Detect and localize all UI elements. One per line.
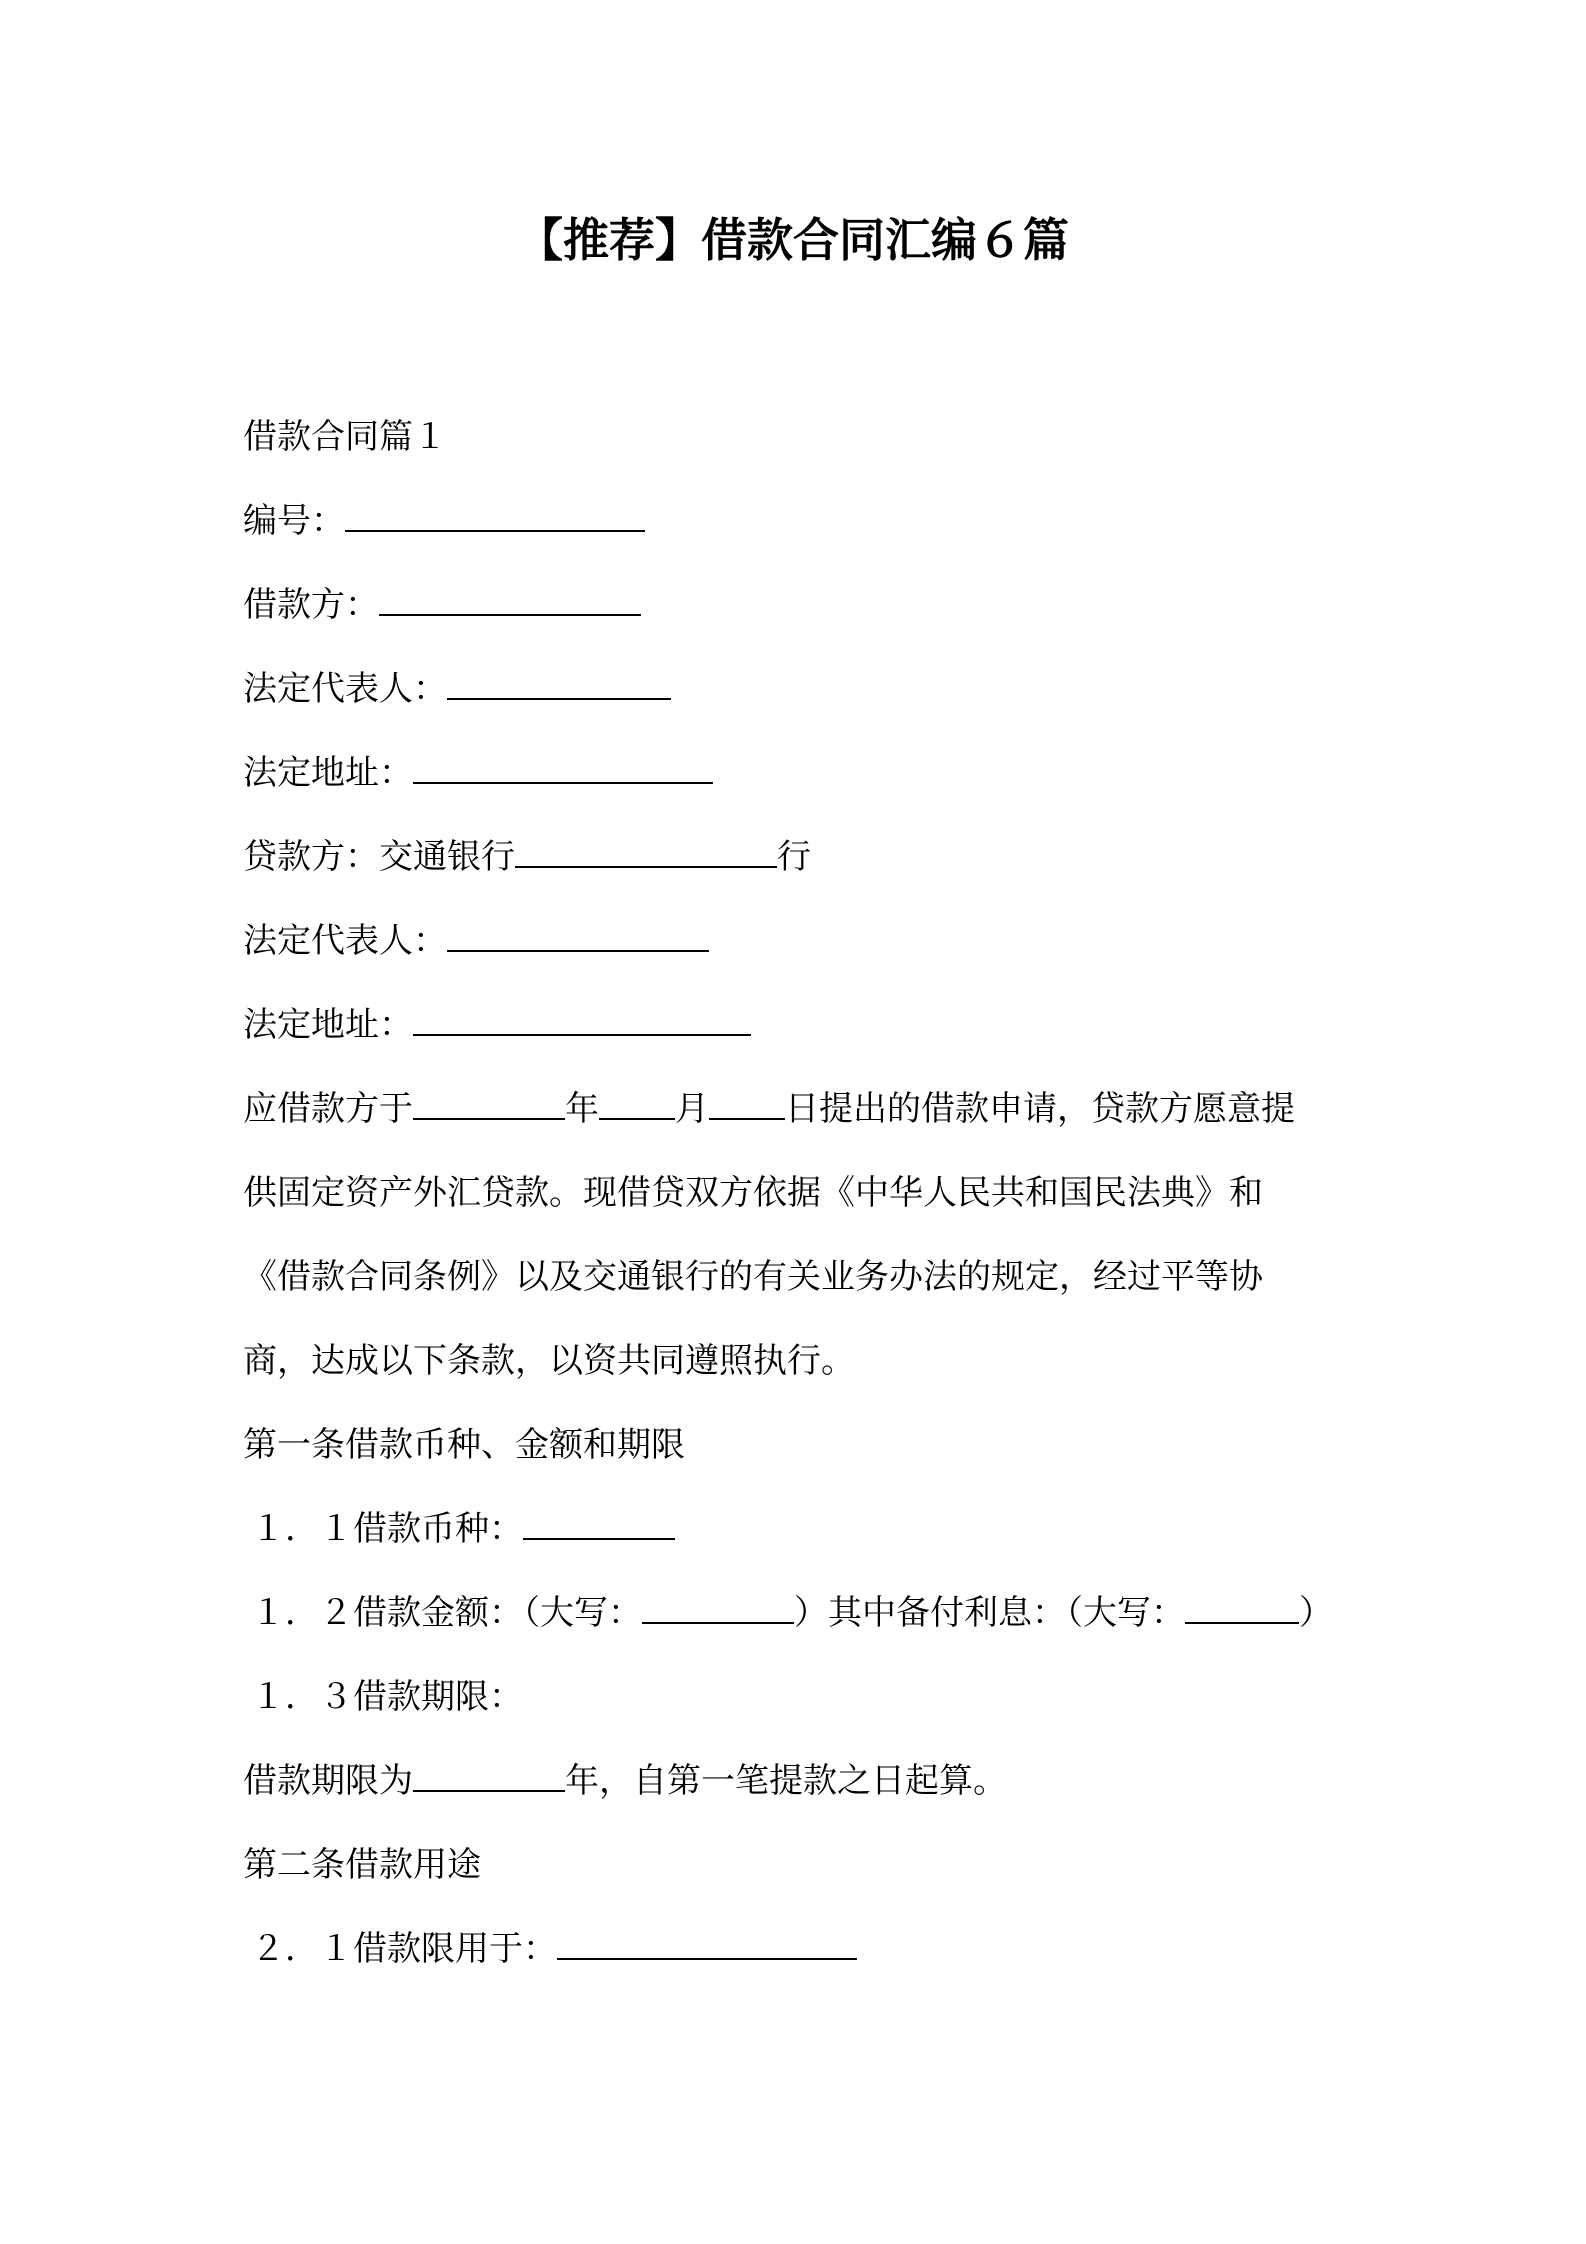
purpose-blank[interactable] — [557, 1928, 857, 1960]
preamble-text-2: 日提出的借款申请，贷款方愿意提 — [785, 1089, 1295, 1129]
section-heading: 借款合同篇１ — [243, 417, 447, 457]
article-1-item-3: １．３借款期限： — [251, 1677, 523, 1717]
legal-address-blank-1[interactable] — [413, 752, 713, 784]
legal-rep-label-2: 法定代表人： — [243, 921, 447, 961]
article-1-item-2 — [243, 1590, 1333, 1636]
amount-blank[interactable] — [642, 1592, 794, 1624]
number-field — [243, 498, 645, 544]
legal-address-label-2: 法定地址： — [243, 1005, 413, 1045]
application-year-blank[interactable] — [413, 1088, 565, 1120]
application-day-blank[interactable] — [709, 1088, 785, 1120]
preamble-line-3: 《借款合同条例》以及交通银行的有关业务办法的规定，经过平等协 — [243, 1257, 1263, 1297]
document-title: 【推荐】借款合同汇编６篇 — [517, 213, 1069, 267]
number-blank[interactable] — [345, 500, 645, 532]
lender-branch-blank[interactable] — [515, 836, 777, 868]
amount-label: １．２借款金额：（大写： — [251, 1593, 642, 1633]
legal-address-label-1: 法定地址： — [243, 753, 413, 793]
loan-term-label: 借款期限为 — [243, 1761, 413, 1801]
legal-address-field-2 — [243, 1002, 751, 1048]
legal-address-blank-2[interactable] — [413, 1004, 751, 1036]
legal-address-field-1 — [243, 750, 713, 796]
article-1-item-1 — [243, 1506, 675, 1552]
article-2-item-1 — [243, 1926, 857, 1972]
legal-rep-field-2 — [243, 918, 709, 964]
preamble-year: 年 — [565, 1089, 599, 1129]
borrower-blank[interactable] — [379, 584, 641, 616]
loan-term-blank[interactable] — [413, 1760, 565, 1792]
article-2-heading: 第二条借款用途 — [243, 1845, 481, 1885]
borrower-label: 借款方： — [243, 585, 379, 625]
currency-label: １．１借款币种： — [251, 1509, 523, 1549]
borrower-field — [243, 582, 641, 628]
lender-field — [243, 834, 811, 880]
preamble-line-1 — [243, 1086, 1295, 1132]
preamble-line-2: 供固定资产外汇贷款。现借贷双方依据《中华人民共和国民法典》和 — [243, 1173, 1263, 1213]
lender-label: 贷款方：交通银行 — [243, 837, 515, 877]
lender-suffix: 行 — [777, 837, 811, 877]
currency-blank[interactable] — [523, 1508, 675, 1540]
loan-term-line — [243, 1758, 1007, 1804]
article-1-heading: 第一条借款币种、金额和期限 — [243, 1425, 685, 1465]
preamble-text-1: 应借款方于 — [243, 1089, 413, 1129]
loan-term-text: 年，自第一笔提款之日起算。 — [565, 1761, 1007, 1801]
legal-rep-field-1 — [243, 666, 671, 712]
preamble-month: 月 — [675, 1089, 709, 1129]
application-month-blank[interactable] — [599, 1088, 675, 1120]
amount-close-paren: ） — [1299, 1593, 1333, 1633]
purpose-label: ２．１借款限用于： — [251, 1929, 557, 1969]
preamble-line-4: 商，达成以下条款，以资共同遵照执行。 — [243, 1341, 855, 1381]
legal-rep-blank-1[interactable] — [447, 668, 671, 700]
number-label: 编号： — [243, 501, 345, 541]
interest-label: ）其中备付利息：（大写： — [794, 1593, 1185, 1633]
legal-rep-label-1: 法定代表人： — [243, 669, 447, 709]
legal-rep-blank-2[interactable] — [447, 920, 709, 952]
interest-blank[interactable] — [1185, 1592, 1299, 1624]
